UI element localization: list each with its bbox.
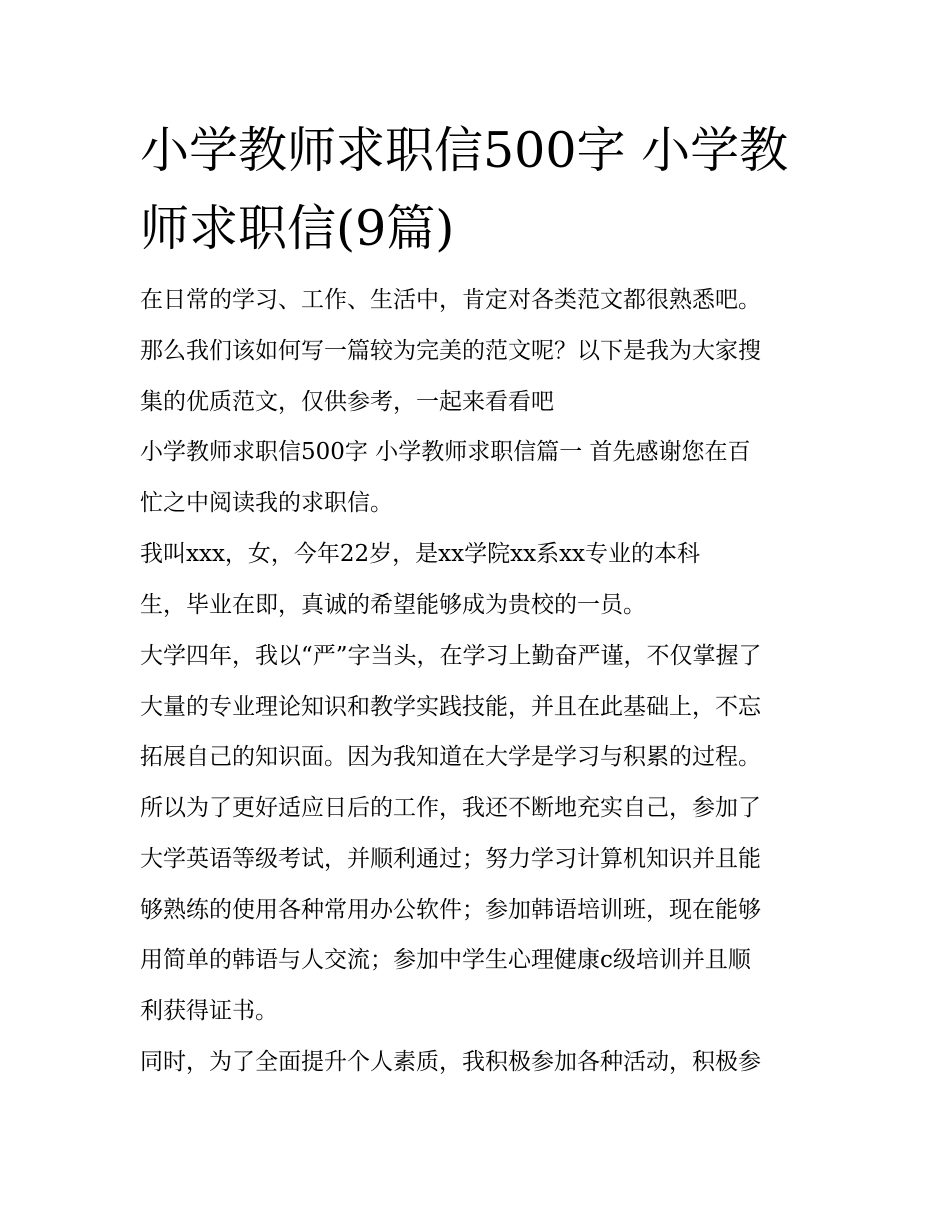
body-line: 我叫xxx，女，今年22岁，是xx学院xx系xx专业的本科 — [140, 541, 701, 567]
document-title — [140, 112, 830, 268]
body-line: 大量的专业理论知识和教学实践技能，并且在此基础上，不忘 — [140, 694, 761, 720]
body-line: 那么我们该如何写一篇较为完美的范文呢？以下是我为大家搜 — [140, 338, 761, 364]
body-line: 大学英语等级考试，并顺利通过；努力学习计算机知识并且能 — [140, 846, 761, 872]
body-line: 小学教师求职信500字 小学教师求职信篇一 首先感谢您在百 — [140, 439, 751, 465]
body-line: 利获得证书。 — [140, 998, 278, 1024]
body-line: 生，毕业在即，真诚的希望能够成为贵校的一员。 — [140, 592, 646, 618]
body-line: 所以为了更好适应日后的工作，我还不断地充实自己，参加了 — [140, 795, 761, 821]
body-line: 用简单的韩语与人交流；参加中学生心理健康c级培训并且顺 — [140, 947, 751, 973]
body-line: 够熟练的使用各种常用办公软件；参加韩语培训班，现在能够 — [140, 897, 761, 923]
title-line: 小学教师求职信500字 小学教 — [140, 122, 789, 179]
body-line: 拓展自己的知识面。因为我知道在大学是学习与积累的过程。 — [140, 744, 761, 770]
body-line: 忙之中阅读我的求职信。 — [140, 490, 393, 516]
body-line: 在日常的学习、工作、生活中，肯定对各类范文都很熟悉吧。 — [140, 287, 761, 313]
body-line: 集的优质范文，仅供参考，一起来看看吧 — [140, 389, 554, 415]
body-line: 大学四年，我以“严”字当头，在学习上勤奋严谨，不仅掌握了 — [140, 643, 762, 669]
body-line: 同时，为了全面提升个人素质，我积极参加各种活动，积极参 — [140, 1049, 761, 1075]
title-line: 师求职信(9篇) — [140, 200, 455, 257]
